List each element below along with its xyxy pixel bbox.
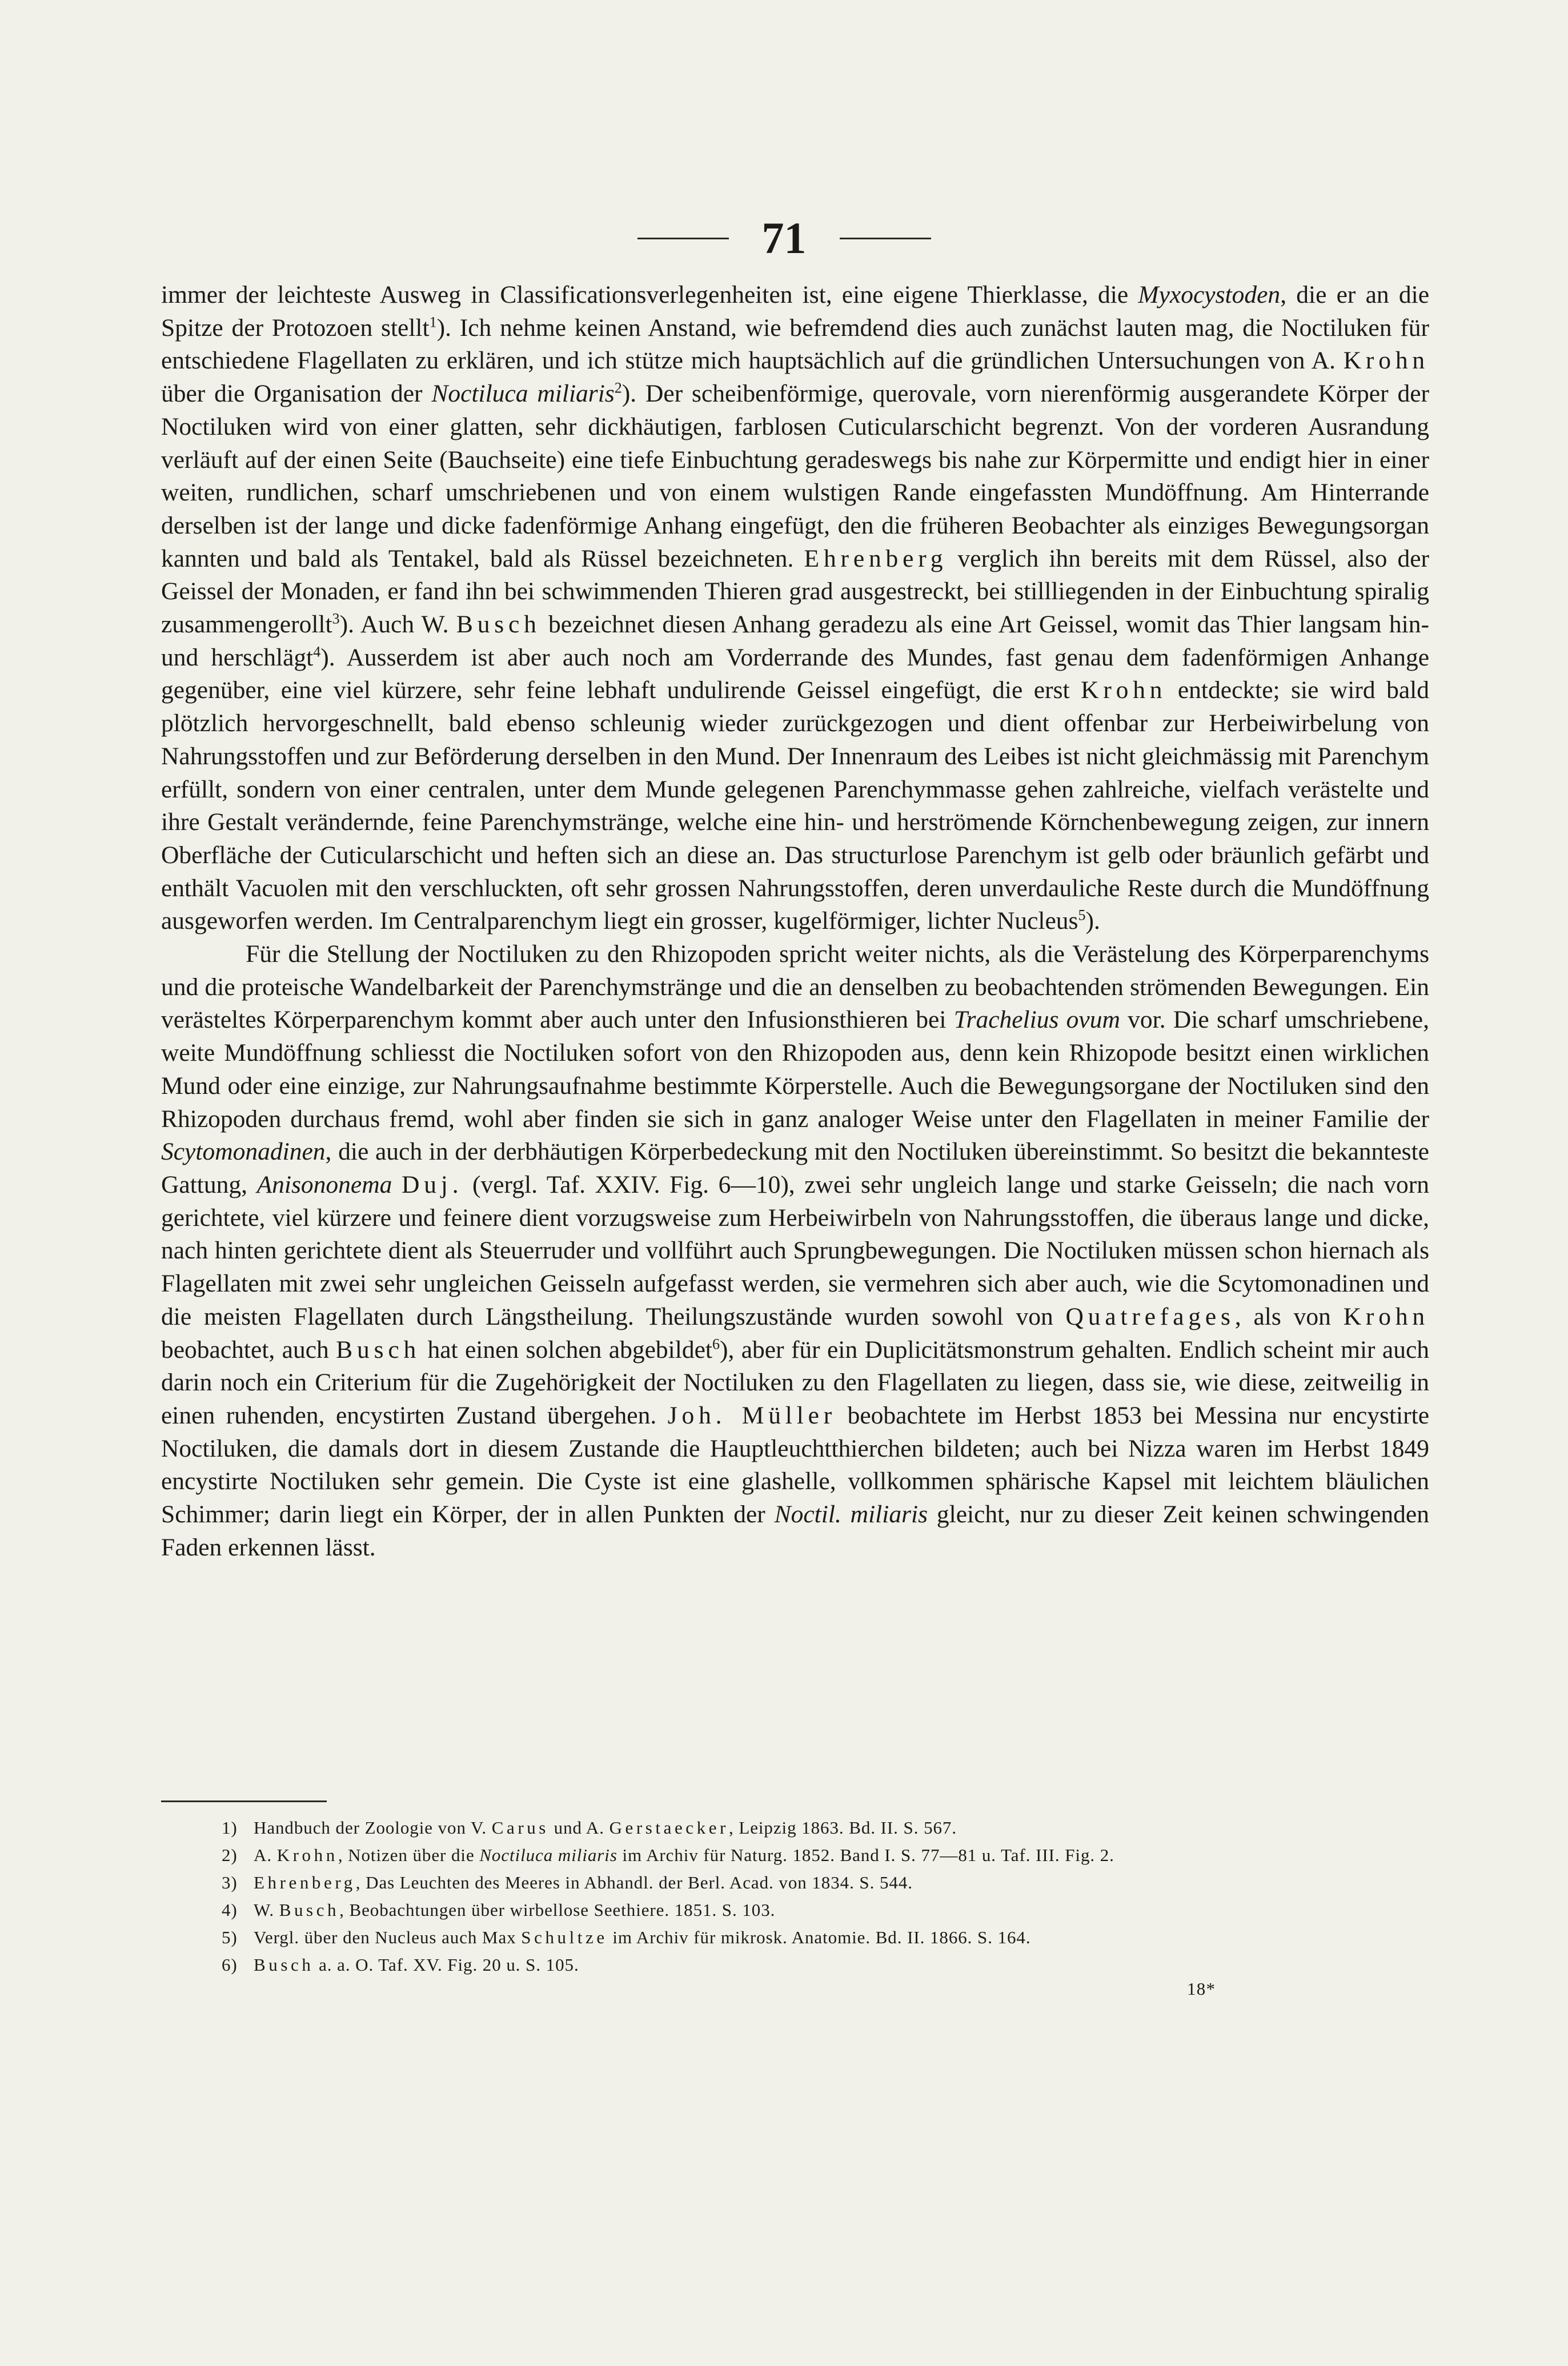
italic-term: Trachelius ovum (953, 1006, 1120, 1034)
footnote-ref: 2 (614, 379, 622, 396)
paragraph-1 (161, 279, 1429, 938)
spaced-name: Krohn (1343, 1302, 1429, 1330)
text-run: immer der leichteste Ausweg in Classificationsverlegenheiten ist, eine eigene Thierklasse, die (161, 281, 1138, 308)
spaced-name: Schultze (521, 1927, 608, 1947)
footnote-ref: 4 (313, 643, 321, 660)
footnote-mark: 5) (222, 1927, 238, 1947)
text-run: , Beobachtungen über wirbellose Seethiere. 1851. S. 103. (339, 1900, 776, 1920)
text-run: , Das Leuchten des Meeres in Abhandl. der Berl. Acad. von 1834. S. 544. (355, 1872, 913, 1892)
text-run: W. (254, 1900, 279, 1920)
page-number: 71 (761, 213, 807, 263)
header-rule-right (840, 238, 931, 239)
text-run: gleicht, nur zu dieser Zeit keinen schwingenden Faden erkennen lässt. (161, 1501, 1429, 1561)
spaced-name: Busch (336, 1336, 421, 1364)
italic-term: Noctiluca miliaris (431, 380, 615, 408)
spaced-name: Busch (456, 611, 541, 639)
text-run: im Archiv für mikrosk. Anatomie. Bd. II. 1866. S. 164. (607, 1927, 1031, 1947)
text-run: beobachtet, auch (161, 1336, 336, 1364)
footnote-ref: 1 (429, 314, 437, 331)
text-run: im Archiv für Naturg. 1852. Band I. S. 77—81 u. Taf. III. Fig. 2. (617, 1845, 1114, 1865)
text-run: hat einen solchen abgebildet (420, 1336, 712, 1364)
text-run: beobachtete im Herbst 1853 bei Messina nur encystirte Noctiluken, die damals dort in diesem Zustande die Hauptleuchtthierchen bildeten; auch bei Nizza waren im Herbst 1849 encystirte Noctiluken sehr gemein. Die Cyste ist eine glashelle, vollkommen sphärische Kapsel mit leichtem bläulichen Schimmer; darin liegt ein Körper, der in allen Punkten der (161, 1401, 1429, 1529)
header-rule-left (637, 238, 729, 239)
text-run: ). Ausserdem ist aber auch noch am Vorderrande des Mundes, fast genau dem fadenförmigen Anhange gegenüber, eine viel kürzere, sehr feine lebhaft undulirende Geissel eingefügt, die erst (161, 643, 1430, 704)
page-header (0, 212, 1568, 264)
spaced-name: Krohn (1343, 347, 1429, 375)
footnote-1 (222, 1814, 1421, 1842)
spaced-name: Gerstaecker (609, 1818, 729, 1838)
italic-term: Myxocystoden (1138, 281, 1281, 308)
text-run: entdeckte; sie wird bald plötzlich hervorgeschnellt, bald ebenso schleunig wieder zurückgezogen und dient offenbar zur Herbeiwirbelung von Nahrungsstoffen und zur Beförderung derselben in den Mund. Der Innenraum des Leibes ist nicht gleichmässig mit Parenchym erfüllt, sondern von einer centralen, unter dem Munde gelegenen Parenchymmasse gehen zahlreiche, vielfach verästelte und ihre Gestalt verändernde, feine Parenchymstränge, welche eine hin- und herströmende Körnchenbewegung zeigen, zur innern Oberfläche der Cuticularschicht und heften sich an diese an. Das structurlose Parenchym ist gelb oder bräunlich gefärbt und enthält Vacuolen mit den verschluckten, oft sehr grossen Nahrungsstoffen, deren unverdauliche Reste durch die Mundöffnung ausgeworfen werden. Im Centralparenchym liegt ein grosser, kugelförmiger, lichter Nucleus (161, 676, 1429, 935)
text-run: und A. (548, 1818, 609, 1838)
footnote-mark: 4) (222, 1900, 238, 1920)
text-run: Vergl. über den Nucleus auch Max (254, 1927, 522, 1947)
footnote-ref: 5 (1078, 907, 1086, 924)
text-run: ). Auch W. (339, 611, 456, 639)
footnote-mark: 1) (222, 1818, 238, 1838)
spaced-name: Krohn (1081, 676, 1167, 704)
text-run: A. (254, 1845, 277, 1865)
text-run: Für die Stellung der Noctiluken zu den Rhizopoden spricht weiter nichts, als die Verästelung des Körperparenchyms und die proteische Wandelbarkeit der Parenchymstränge und die an denselben zu beobachtenden strömenden Bewegungen. Ein verästeltes Körperparenchym kommt aber auch unter den Infusionsthieren bei (161, 940, 1429, 1034)
text-run: vor. Die scharf umschriebene, weite Mundöffnung schliesst die Noctiluken sofort von den Rhizopoden aus, denn kein Rhizopode besitzt einen wirklichen Mund oder eine einzige, zur Nahrungsaufnahme bestimmte Körperstelle. Auch die Bewegungsorgane der Noctiluken sind den Rhizopoden durchaus fremd, wohl aber finden sie sich in ganz analoger Weise unter den Flagellaten in meiner Familie der (161, 1006, 1429, 1133)
footnote-4 (222, 1896, 1421, 1924)
text-run: (vergl. Taf. XXIV. Fig. 6—10), zwei sehr ungleich lange und starke Geisseln; die nach vorn gerichtete, viel kürzere und feinere dient vorzugsweise zum Herbeiwirbeln von Nahrungsstoffen, die überaus lange und dicke, nach hinten gerichtete dient als Steuerruder und vollführt auch Sprungbewegungen. Die Noctiluken müssen schon hiernach als Flagellaten mit zwei sehr ungleichen Geisseln aufgefasst werden, sie vermehren sich aber auch, wie die Scytomonadinen und die meisten Flagellaten durch Längstheilung. Theilungszustände wurden sowohl von (161, 1170, 1429, 1330)
body-text (161, 279, 1429, 1564)
text-run: , Notizen über die (338, 1845, 480, 1865)
text-run: über die Organisation der (161, 380, 432, 408)
spaced-name: Busch (254, 1955, 314, 1975)
italic-term: Scytomonadinen (161, 1138, 326, 1166)
text-run: , die er an die Spitze der Protozoen stellt (161, 281, 1429, 342)
footnote-mark: 2) (222, 1845, 238, 1865)
footnote-separator (161, 1800, 327, 1802)
spaced-name: Joh. Müller (667, 1401, 837, 1429)
text-run: Handbuch der Zoologie von V. (254, 1818, 492, 1838)
footnote-2 (222, 1842, 1421, 1869)
italic-term: Noctil. miliaris (774, 1501, 928, 1529)
italic-term: Noctiluca miliaris (479, 1845, 617, 1865)
text-run: ), aber für ein Duplicitätsmonstrum gehalten. Endlich scheint mir auch darin noch ein Criterium für die Zugehörigkeit der Noctiluken zu den Flagellaten zu liegen, dass sie, wie diese, zeitweilig in einen ruhenden, encystirten Zustand übergehen. (161, 1336, 1430, 1429)
text-run: , die auch in der derbhäutigen Körperbedeckung mit den Noctiluken übereinstimmt. So besitzt die bekannteste Gattung, (161, 1138, 1429, 1198)
spaced-name: Busch (279, 1900, 340, 1920)
footnote-5 (222, 1924, 1421, 1951)
spaced-name: Duj. (401, 1170, 463, 1198)
footnotes (222, 1814, 1421, 1979)
footnote-3 (222, 1869, 1421, 1896)
text-run: bezeichnet diesen Anhang geradezu als eine Art Geissel, womit das Thier langsam hin- und herschlägt (161, 611, 1429, 671)
text-run: ). Ich nehme keinen Anstand, wie befremdend dies auch zunächst lauten mag, die Noctiluken für entschiedene Flagellaten zu erklären, und ich stütze mich hauptsächlich auf die gründlichen Untersuchungen von A. (161, 314, 1429, 375)
spaced-name: Ehrenberg (804, 544, 948, 572)
footnote-mark: 6) (222, 1955, 238, 1975)
spaced-name: Krohn (276, 1845, 338, 1865)
italic-term: Anisononema (256, 1170, 392, 1198)
footnote-ref: 3 (332, 610, 340, 627)
text-run: ). Der scheibenförmige, querovale, vorn nierenförmig ausgerandete Körper der Noctiluken wird von einer glatten, sehr dickhäutigen, farblosen Cuticularschicht begrenzt. Von der vorderen Ausrandung verläuft auf der einen Seite (Bauchseite) eine tiefe Einbuchtung geradeswegs bis nahe zur Körpermitte und endigt hier in einer weiten, rundlichen, scharf umschriebenen und von einem wulstigen Rande eingefassten Mundöffnung. Am Hinterrande derselben ist der lange und dicke fadenförmige Anhang eingefügt, den die früheren Beobachter als einziges Bewegungsorgan kannten und bald als Tentakel, bald als Rüssel bezeichneten. (161, 380, 1429, 572)
spaced-name: Carus (491, 1818, 549, 1838)
paragraph-2 (161, 938, 1429, 1564)
text-run: a. a. O. Taf. XV. Fig. 20 u. S. 105. (314, 1955, 579, 1975)
text-run: ). (1085, 907, 1100, 935)
text-run (392, 1171, 402, 1198)
text-run: , als von (1234, 1302, 1344, 1330)
text-run: verglich ihn bereits mit dem Rüssel, also der Geissel der Monaden, er fand ihn bei schwimmenden Thieren grad ausgestreckt, bei stillliegenden in der Einbuchtung spiralig zusammengerollt (161, 544, 1429, 639)
spaced-name: Ehrenberg (254, 1872, 356, 1892)
signature-mark: 18* (1187, 1979, 1216, 1999)
footnote-6 (222, 1951, 1421, 1979)
spaced-name: Quatrefages (1065, 1302, 1235, 1330)
footnote-mark: 3) (222, 1872, 238, 1892)
footnote-ref: 6 (712, 1336, 720, 1352)
text-run: , Leipzig 1863. Bd. II. S. 567. (728, 1818, 957, 1838)
